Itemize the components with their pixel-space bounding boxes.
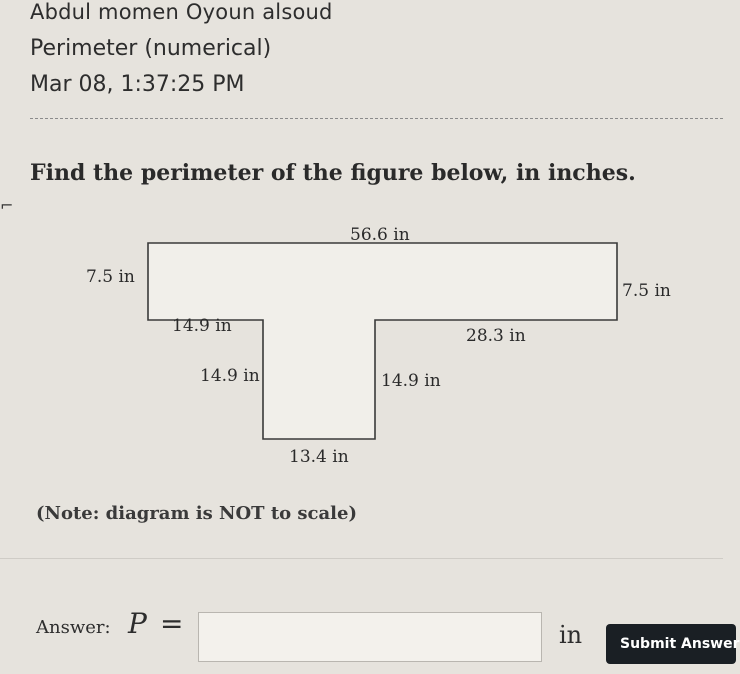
assignment-title: Perimeter (numerical) xyxy=(30,36,272,61)
left-edge-marker: ⌐ xyxy=(0,196,14,215)
answer-equals: = xyxy=(160,607,184,640)
scale-note: (Note: diagram is NOT to scale) xyxy=(36,503,357,524)
submit-answer-button[interactable]: Submit Answer xyxy=(606,624,736,664)
label-left-shelf: 14.9 in xyxy=(172,316,232,336)
label-bottom: 13.4 in xyxy=(289,447,349,467)
question-prompt: Find the perimeter of the figure below, in inches. xyxy=(30,160,636,186)
t-shape-outline xyxy=(148,243,617,439)
answer-variable: P xyxy=(128,607,147,640)
label-stem-left: 14.9 in xyxy=(200,366,260,386)
label-left-upper: 7.5 in xyxy=(86,267,135,287)
perimeter-answer-input[interactable] xyxy=(198,612,542,662)
student-name: Abdul momen Oyoun alsoud xyxy=(30,0,333,24)
label-stem-right: 14.9 in xyxy=(381,371,441,391)
timestamp: Mar 08, 1:37:25 PM xyxy=(30,72,245,97)
label-top: 56.6 in xyxy=(350,225,410,245)
label-right-shelf: 28.3 in xyxy=(466,326,526,346)
answer-unit: in xyxy=(559,621,583,649)
answer-label: Answer: xyxy=(36,617,111,638)
label-right-upper: 7.5 in xyxy=(622,281,671,301)
